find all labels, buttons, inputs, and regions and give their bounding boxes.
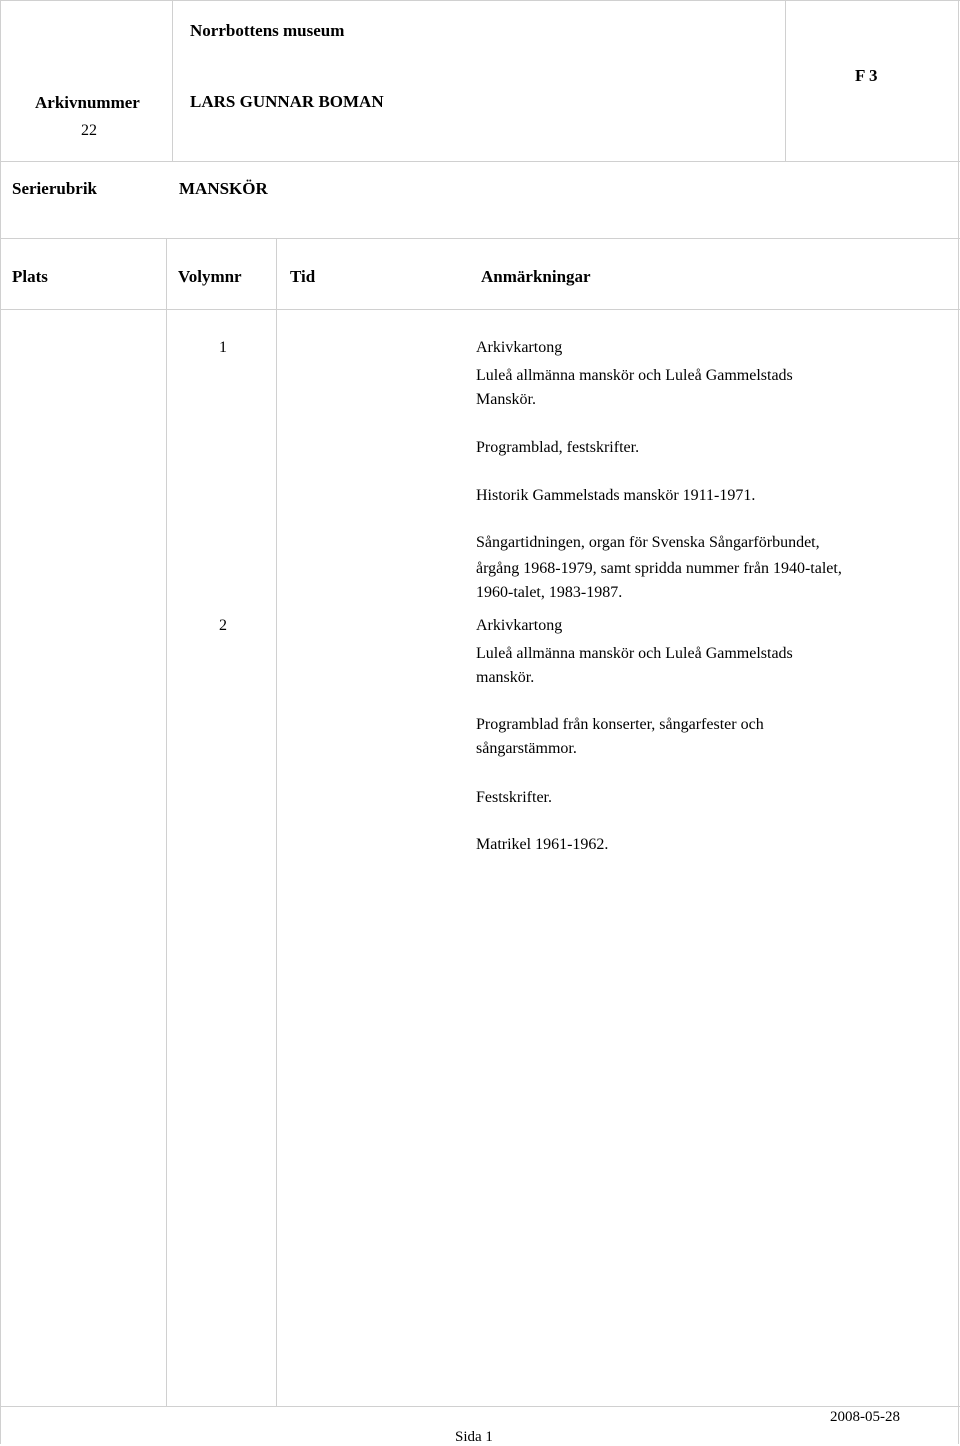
footer-rule [0,1406,960,1407]
column-header-time: Tid [290,267,316,286]
left-border [0,0,1,1444]
volume-description-line: sångarstämmor. [476,740,577,757]
volume-description-line: Manskör. [476,391,536,408]
column-header-remarks: Anmärkningar [481,267,591,286]
series-bottom-rule [0,238,960,239]
volume-type: Arkivkartong [476,339,563,356]
column-divider-place [166,238,167,1406]
volume-description-line: årgång 1968-1979, samt spridda nummer från 1940-talet, [476,560,842,577]
header-divider-left [172,0,173,161]
museum-name: Norrbottens museum [190,21,345,40]
page-number: Sida 1 [455,1429,493,1445]
volume-description-line: Historik Gammelstads manskör 1911-1971. [476,487,756,504]
volume-number: 1 [219,339,227,356]
series-label: Serierubrik [12,179,97,198]
archive-number: 22 [81,122,97,139]
volume-description-line: Programblad från konserter, sångarfester och [476,716,764,733]
column-divider-volume [276,238,277,1406]
header-bottom-rule [0,161,960,162]
volume-number: 2 [219,617,227,634]
right-border [958,0,959,1444]
volume-description-line: manskör. [476,669,535,686]
volume-description-line: Programblad, festskrifter. [476,439,640,456]
column-header-place: Plats [12,267,48,286]
volume-description-line: Festskrifter. [476,789,552,806]
print-date: 2008-05-28 [830,1409,900,1425]
volume-description-line: Matrikel 1961-1962. [476,836,609,853]
archive-name: LARS GUNNAR BOMAN [190,92,384,111]
volume-description-line: Luleå allmänna manskör och Luleå Gammelstads [476,367,793,384]
volume-description-line: Sångartidningen, organ för Svenska Sångarförbundet, [476,534,820,551]
archive-code: F 3 [855,66,878,85]
column-header-rule [0,309,960,310]
series-value: MANSKÖR [179,179,268,198]
volume-description-line: 1960-talet, 1983-1987. [476,584,623,601]
column-header-volume: Volymnr [178,267,242,286]
volume-description-line: Luleå allmänna manskör och Luleå Gammelstads [476,645,793,662]
volume-type: Arkivkartong [476,617,563,634]
top-border [0,0,960,1]
archive-number-label: Arkivnummer [35,93,140,112]
header-divider-right [785,0,786,161]
